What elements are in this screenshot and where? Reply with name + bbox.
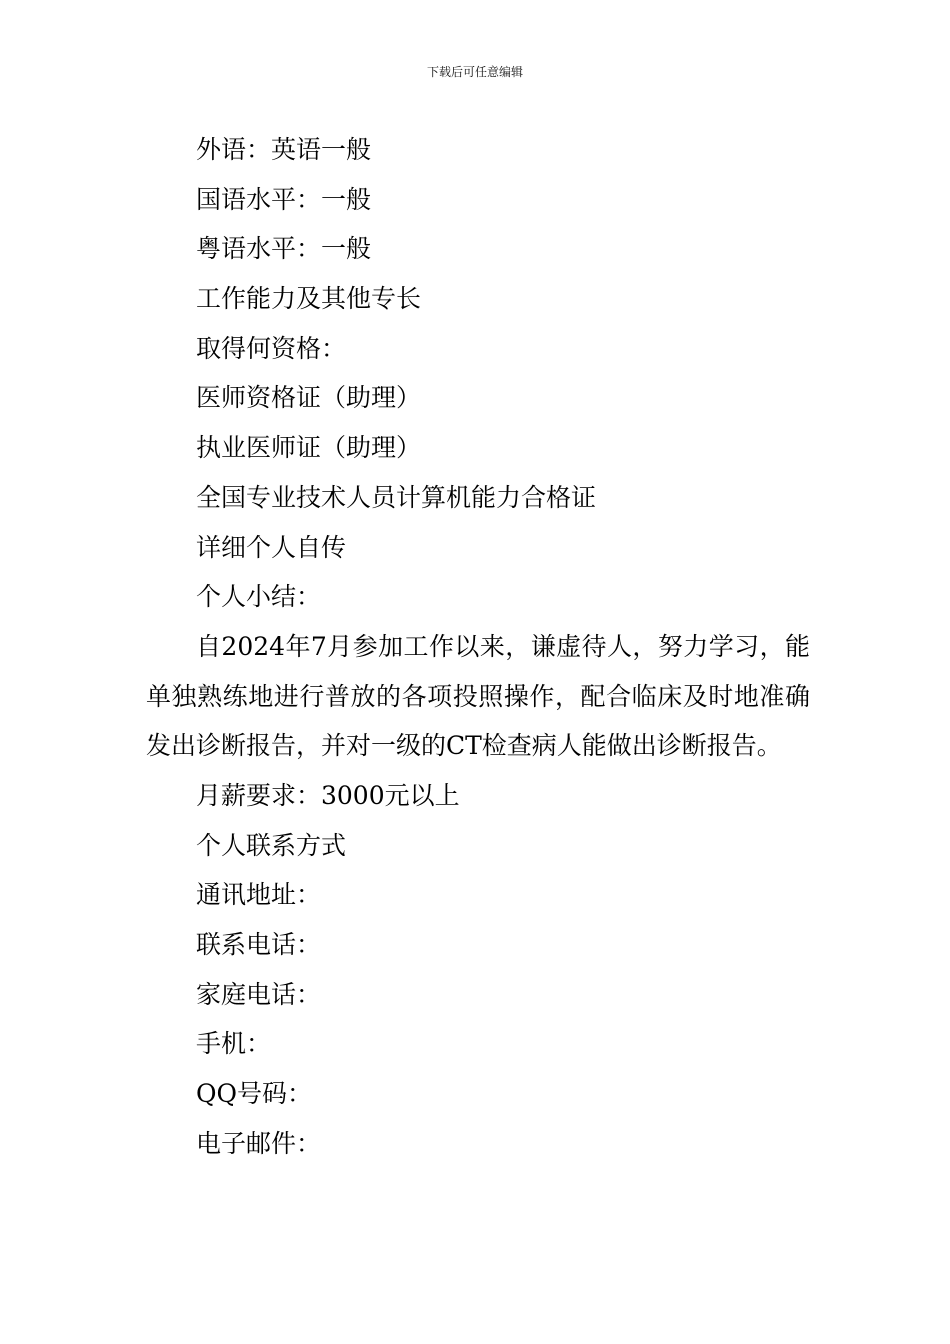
skills-heading: 工作能力及其他专长 [196, 284, 422, 314]
cantonese-level-line: 粤语水平：一般 [196, 234, 372, 264]
summary-paragraph: 自2024年7月参加工作以来，谦虚待人，努力学习，能单独熟练地进行普放的各项投照操作，配合临床及时地准确发出诊断报告，并对一级的CT检查病人能做出诊断报告。 [146, 631, 810, 761]
document-body [146, 125, 810, 1168]
email-field: 电子邮件： [196, 1128, 322, 1158]
qualification-item: 医师资格证（助理） [196, 383, 422, 413]
salary-requirement-line: 月薪要求：3000元以上 [196, 780, 460, 810]
foreign-language-line: 外语：英语一般 [196, 135, 372, 164]
mandarin-level-line: 国语水平：一般 [196, 184, 372, 214]
qq-number-field: QQ号码： [196, 1079, 312, 1109]
address-field: 通讯地址： [196, 880, 322, 910]
home-phone-field: 家庭电话： [196, 979, 322, 1009]
qualifications-label: 取得何资格： [196, 333, 347, 363]
mobile-field: 手机： [196, 1029, 272, 1059]
summary-label: 个人小结： [196, 582, 322, 612]
qualification-item: 全国专业技术人员计算机能力合格证 [196, 482, 597, 512]
phone-field: 联系电话： [196, 930, 322, 960]
qualification-item: 执业医师证（助理） [196, 433, 422, 463]
autobiography-heading: 详细个人自传 [196, 532, 347, 562]
page-header-note: 下载后可任意编辑 [426, 65, 523, 79]
contact-heading: 个人联系方式 [196, 830, 347, 860]
